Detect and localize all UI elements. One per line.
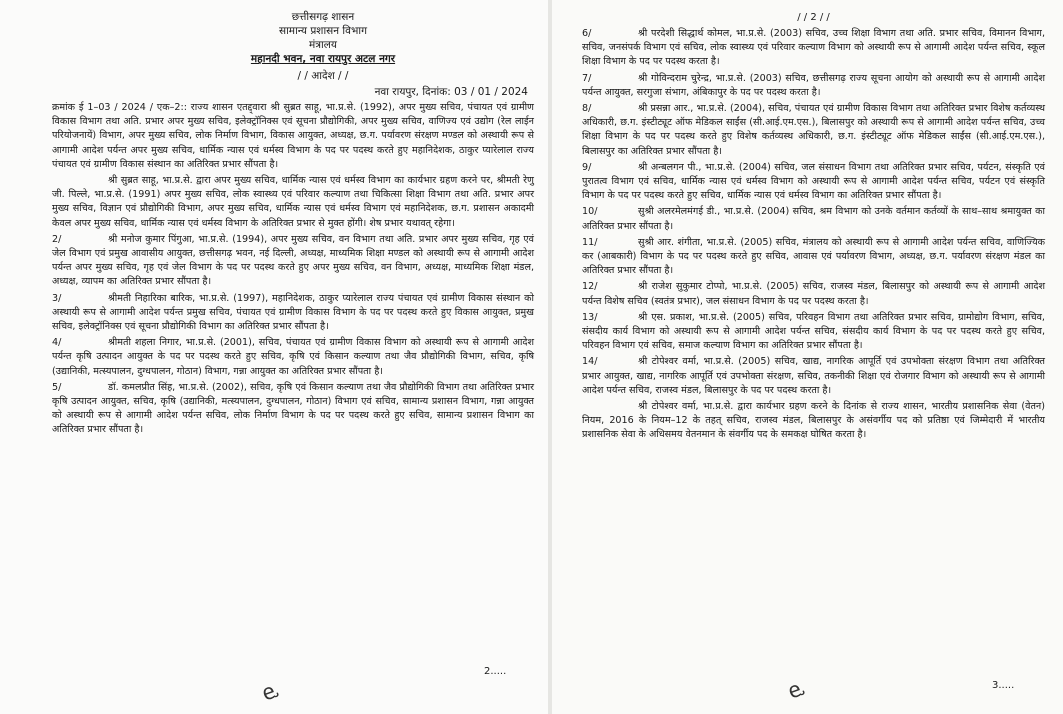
paragraph: 14/ श्री टोपेश्वर वर्मा, भा.प्र.से. (2005) सचिव, खाद्य, नागरिक आपूर्ति एवं उपभोक्ता संरक्षण विभाग तथा अतिरिक्त प्रभार आयुक्त, खाद्य, नागरिक आपूर्ति एवं उपभोक्ता संरक्षण, सचिव, तकनीकी शिक्षा एवं रोजगार विभाग को अस्थायी रूप से आगामी आदेश पर्यन्त सचिव, राजस्व मंडल, बिलासपुर के पद पर पदस्थ करता है। (582, 356, 1045, 396)
para-number: 5/ (52, 381, 62, 393)
letterhead (112, 10, 534, 66)
paragraph: 4/ श्रीमती शहला निगार, भा.प्र.से. (2001), सचिव, पंचायत एवं ग्रामीण विकास विभाग को अस्थायी रूप से आगामी आदेश पर्यन्त कृषि उत्पादन आयुक्त के पद पर पदस्थ करते हुए सचिव, कृषि एवं किसान कल्याण तथा जैव प्रौद्योगिकी विभाग, सचिव, कृषि (उद्यानिकी, मत्स्यपालन, दुग्धपालन, गोठान) विभाग, गन्ना आयुक्त का अतिरिक्त प्रभार सौंपता है। (52, 337, 534, 377)
paragraph: 3/ श्रीमती निहारिका बारिक, भा.प्र.से. (1997), महानिदेशक, ठाकुर प्यारेलाल राज्य पंचायत एवं ग्रामीण विकास संस्थान को अस्थायी रूप से आगामी आदेश पर्यन्त प्रमुख सचिव, पंचायत एवं ग्रामीण विकास विभाग के पद पर पदस्थ करते हुए विकास आयुक्त, प्रमुख सचिव, इलेक्ट्रॉनिक्स एवं सूचना प्रौद्योगिकी विभाग का अतिरिक्त प्रभार सौंपता है। (52, 292, 534, 333)
para-number: 7/ (582, 72, 592, 84)
header-line-2: सामान्य प्रशासन विभाग (278, 25, 367, 37)
paragraph: 7/ श्री गोविन्दराम चुरेन्द्र, भा.प्र.से. (2003) सचिव, छत्तीसगढ़ राज्य सूचना आयोग को अस्थायी रूप से आगामी आदेश पर्यन्त आयुक्त, सरगुजा संभाग, अंबिकापुर के पद पर पदस्थ करता है। (582, 72, 1045, 98)
signature-icon: ⱸ (258, 678, 282, 707)
page-continuation: 2..... (484, 666, 507, 677)
para-number: 4/ (52, 337, 62, 349)
header-line-3: मंत्रालय (308, 39, 337, 51)
para-number: 2/ (52, 233, 62, 245)
paragraph: 9/ श्री अन्बलगन पी., भा.प्र.से. (2004) सचिव, जल संसाधन विभाग तथा अतिरिक्त प्रभार सचिव, पर्यटन, संस्कृति एवं पुरातत्व विभाग एवं सचिव, धार्मिक न्यास एवं धर्मस्व विभाग को अस्थायी रूप से आगामी आदेश पर्यन्त सचिव, पर्यटन एवं संस्कृति विभाग के पद पर पदस्थ करते हुए सचिव, धार्मिक न्यास एवं धर्मस्व विभाग का अतिरिक्त प्रभार सौंपता है। (582, 161, 1045, 202)
para-number: 12/ (582, 281, 598, 293)
para-number: 13/ (582, 311, 598, 323)
page-continuation: 3..... (992, 680, 1015, 691)
paragraph: 11/ सुश्री आर. शंगीता, भा.प्र.से. (2005) सचिव, मंत्रालय को अस्थायी रूप से आगामी आदेश पर्यन्त सचिव, वाणिज्यिक कर (आबकारी) विभाग के पद पर पदस्थ करते हुए सचिव, आवास एवं पर्यावरण विभाग, अध्यक्ष, छ.ग. पर्यावरण संरक्षण मंडल का अतिरिक्त प्रभार सौंपता है। (582, 236, 1045, 277)
paragraph: 12/ श्री राजेश सुकुमार टोप्पो, भा.प्र.से. (2005) सचिव, राजस्व मंडल, बिलासपुर को अस्थायी रूप से आगामी आदेश पर्यन्त विशेष सचिव (स्वतंत्र प्रभार), जल संसाधन विभाग के पद पर पदस्थ करता है। (582, 281, 1045, 307)
paragraph: श्री टोपेश्वर वर्मा, भा.प्र.से. द्वारा कार्यभार ग्रहण करने के दिनांक से राज्य शासन, भारतीय प्रशासनिक सेवा (वेतन) नियम, 2016 के नियम–12 के तहत् सचिव, राजस्व मंडल, बिलासपुर के असंवर्गीय पद को प्रतिष्ठा एवं जिम्मेदारी में भारतीय प्रशासनिक सेवा के अधिसमय वेतनमान के संवर्गीय पद के समकक्ष घोषित करता है। (582, 401, 1045, 441)
para-number: 6/ (582, 28, 592, 39)
paragraph: 8/ श्री प्रसन्ना आर., भा.प्र.से. (2004), सचिव, पंचायत एवं ग्रामीण विकास विभाग तथा अतिरिक्त प्रभार विशेष कर्तव्यस्थ अधिकारी, छ.ग. इंस्टीट्यूट ऑफ मेडिकल साईंस (सी.आई.एम.एस.), बिलासपुर को अस्थायी रूप से आगामी आदेश पर्यन्त सचिव, उच्च शिक्षा विभाग के पद पर पदस्थ करते हुए विशेष कर्तव्यस्थ अधिकारी, छ.ग. इंस्टीट्यूट ऑफ मेडिकल साईंस (सी.आई.एम.एस.), बिलासपुर का अतिरिक्त प्रभार सौंपता है। (582, 103, 1045, 157)
para-number: 10/ (582, 206, 598, 218)
para-number: 3/ (52, 292, 62, 304)
place-date: नवा रायपुर, दिनांक: 03 / 01 / 2024 (374, 86, 528, 98)
header-line-4: महानदी भवन, नवा रायपुर अटल नगर (250, 53, 396, 65)
paragraph: 13/ श्री एस. प्रकाश, भा.प्र.से. (2005) सचिव, परिवहन विभाग तथा अतिरिक्त प्रभार सचिव, ग्रामोद्योग विभाग, सचिव, संसदीय कार्य विभाग को अस्थायी रूप से आगामी आदेश पर्यन्त सचिव, संसदीय कार्य विभाग के पद पर पदस्थ करते हुए सचिव, परिवहन विभाग एवं सचिव, समाज कल्याण विभाग का अतिरिक्त प्रभार सौंपता है। (582, 311, 1045, 352)
paragraph: क्रमांक ई 1–03 / 2024 / एक–2:: राज्य शासन एतद्द्वारा श्री सुब्रत साहू, भा.प्र.से. (1992), अपर मुख्य सचिव, पंचायत एवं ग्रामीण विकास विभाग तथा अति. प्रभार अपर मुख्य सचिव, इलेक्ट्रॉनिक्स एवं सूचना प्रौद्योगिकी, अपर मुख्य सचिव, वाणिज्य एवं उद्योग (रेल लाईन परियोजनायें) विभाग, अपर मुख्य सचिव, लोक निर्माण विभाग, विकास आयुक्त, अध्यक्ष, छ.ग. पर्यावरण संरक्षण मण्डल को अस्थायी रूप से आगामी आदेश पर्यन्त अपर मुख्य सचिव, धार्मिक न्यास एवं धर्मस्व विभाग के पद पर पदस्थ करते हुए महानिदेशक, ठाकुर प्यारेलाल राज्य पंचायत एवं ग्रामीण विकास संस्थान का अतिरिक्त प्रभार सौंपता है। (52, 102, 534, 170)
para-number: 11/ (582, 236, 598, 248)
paragraph: 5/ डॉ. कमलप्रीत सिंह, भा.प्र.से. (2002), सचिव, कृषि एवं किसान कल्याण तथा जैव प्रौद्योगिकी विभाग तथा अतिरिक्त प्रभार कृषि उत्पादन आयुक्त, सचिव, कृषि (उद्यानिकी, मत्स्यपालन, दुग्धपालन, गोठान) विभाग एवं सचिव, सामान्य प्रशासन विभाग, गन्ना आयुक्त को अस्थायी रूप से आगामी आदेश पर्यन्त सचिव, लोक निर्माण विभाग के पद पर पदस्थ करते हुए सचिव, सामान्य प्रशासन विभाग का अतिरिक्त प्रभार सौंपता है। (52, 381, 534, 436)
page-number: / / 2 / / (797, 12, 830, 23)
signature-icon: ⱸ (784, 676, 808, 705)
paragraph: 6/ श्री परदेशी सिद्धार्थ कोमल, भा.प्र.से. (2003) सचिव, उच्च शिक्षा विभाग तथा अति. प्रभार सचिव, विमानन विभाग, सचिव, जनसंपर्क विभाग एवं सचिव, लोक स्वास्थ्य एवं परिवार कल्याण विभाग को अस्थायी रूप से आगामी आदेश पर्यन्त सचिव, स्कूल शिक्षा विभाग के पद पर पदस्थ करता है। (582, 28, 1045, 68)
paragraph: श्री सुब्रत साहू, भा.प्र.से. द्वारा अपर मुख्य सचिव, धार्मिक न्यास एवं धर्मस्व विभाग का कार्यभार ग्रहण करने पर, श्रीमती रेणु जी. पिल्ले, भा.प्र.से. (1991) अपर मुख्य सचिव, लोक स्वास्थ्य एवं परिवार कल्याण तथा चिकित्सा शिक्षा विभाग तथा अति. प्रभार अपर मुख्य सचिव, विज्ञान एवं प्रौद्योगिकी विभाग, अपर मुख्य सचिव, धार्मिक न्यास एवं धर्मस्व विभाग एवं महानिदेशक, छ.ग. प्रशासन अकादमी केवल अपर मुख्य सचिव, धार्मिक न्यास एवं धर्मस्व विभाग के अतिरिक्त प्रभार से मुक्त होंगी। शेष प्रभार यथावत् रहेगा। (52, 175, 534, 229)
right-page (552, 0, 1063, 714)
order-title: / / आदेश / / (297, 70, 349, 82)
para-number: 8/ (582, 103, 592, 115)
header-line-1: छत्तीसगढ़ शासन (291, 11, 355, 23)
para-number: 14/ (582, 356, 598, 368)
paragraph: 2/ श्री मनोज कुमार पिंगुआ, भा.प्र.से. (1994), अपर मुख्य सचिव, वन विभाग तथा अति. प्रभार अपर मुख्य सचिव, गृह एवं जेल विभाग एवं प्रमुख आवासीय आयुक्त, छत्तीसगढ़ भवन, नई दिल्ली, अध्यक्ष, माध्यमिक शिक्षा मण्डल को अस्थायी रूप से आगामी आदेश पर्यन्त अपर मुख्य सचिव, गृह एवं जेल विभाग के पद पर पदस्थ करते हुए अपर मुख्य सचिव, वन विभाग, अध्यक्ष, माध्यमिक शिक्षा मंडल, अध्यक्ष, व्यापम का अतिरिक्त प्रभार सौंपता है। (52, 233, 534, 288)
paragraph: 10/ सुश्री अलरमेलमंगई डी., भा.प्र.से. (2004) सचिव, श्रम विभाग को उनके वर्तमान कर्तव्यों के साथ–साथ श्रमायुक्त का अतिरिक्त प्रभार सौंपता है। (582, 206, 1045, 232)
para-number: 9/ (582, 161, 592, 173)
